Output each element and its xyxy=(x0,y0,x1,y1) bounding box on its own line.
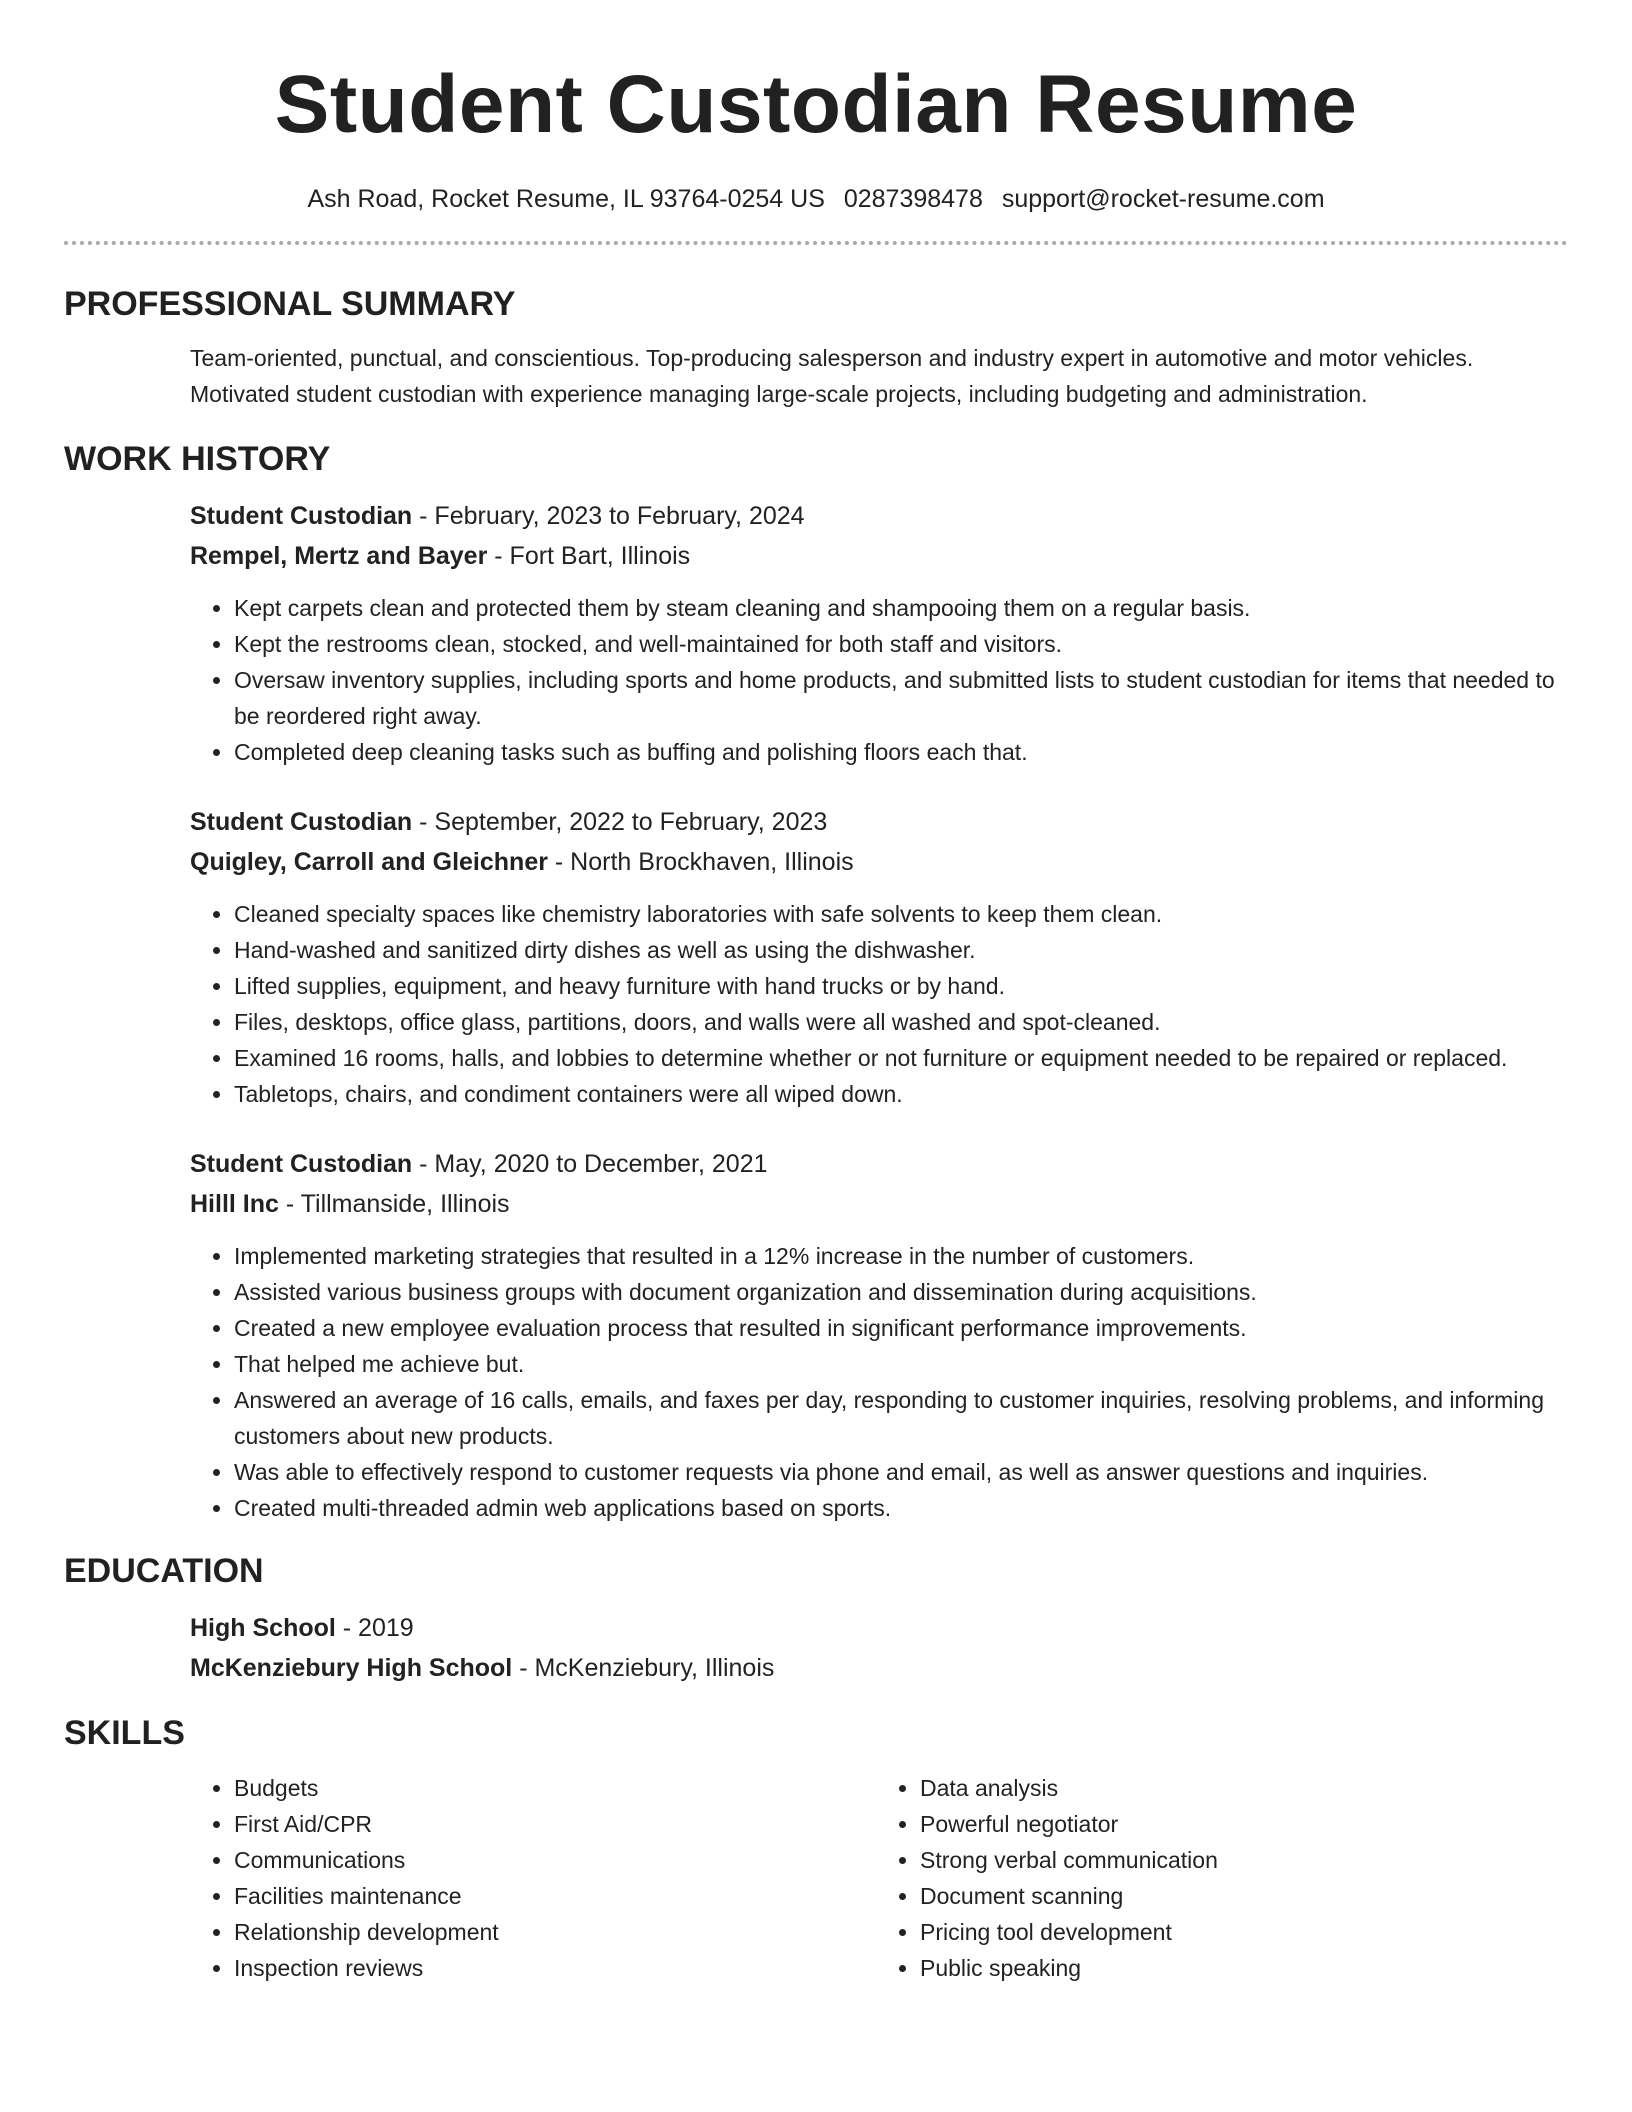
list-item: • Was able to effectively respond to customer requests via phone and email, as well as answer questions and inquiries. xyxy=(234,1454,1562,1490)
list-item: • Budgets xyxy=(234,1770,876,1806)
work-history-heading: WORK HISTORY xyxy=(64,440,331,478)
skills-column-right xyxy=(876,1770,1562,1986)
list-item: • That helped me achieve but. xyxy=(234,1346,1562,1382)
job-company: Hilll Inc xyxy=(190,1190,279,1218)
contact-phone: 0287398478 xyxy=(843,185,983,213)
list-item: • Files, desktops, office glass, partitions, doors, and walls were all washed and spot-cleaned. xyxy=(234,1004,1562,1040)
job-role: Student Custodian xyxy=(190,808,413,836)
education-heading: EDUCATION xyxy=(64,1552,264,1590)
list-item: • Kept carpets clean and protected them by steam cleaning and shampooing them on a regular basis. xyxy=(234,590,1562,626)
list-item: • Created multi-threaded admin web applications based on sports. xyxy=(234,1490,1562,1526)
degree: High School xyxy=(190,1614,336,1642)
job-role: Student Custodian xyxy=(190,502,413,530)
list-item: • Public speaking xyxy=(920,1950,1562,1986)
job-bullets xyxy=(190,896,1562,1112)
list-item: • First Aid/CPR xyxy=(234,1806,876,1842)
school-line xyxy=(190,1648,1562,1688)
list-item: • Communications xyxy=(234,1842,876,1878)
list-item: • Examined 16 rooms, halls, and lobbies to determine whether or not furniture or equipment needed to be repaired or replaced. xyxy=(234,1040,1562,1076)
list-item: • Facilities maintenance xyxy=(234,1878,876,1914)
summary-section xyxy=(190,340,1562,412)
job-title-line xyxy=(190,802,1562,842)
job-title-line xyxy=(190,496,1562,536)
list-item: • Assisted various business groups with document organization and dissemination during acquisitions. xyxy=(234,1274,1562,1310)
summary-text: Team-oriented, punctual, and conscientious. Top-producing salesperson and industry expert in automotive and motor vehicles. Motivated student custodian with experience managing large-scale projects, including budgeting and administration. xyxy=(190,345,1474,407)
job-bullets xyxy=(190,590,1562,770)
list-item: • Powerful negotiator xyxy=(920,1806,1562,1842)
job-company: Quigley, Carroll and Gleichner xyxy=(190,848,548,876)
job-location: - North Brockhaven, Illinois xyxy=(547,848,854,876)
job-role: Student Custodian xyxy=(190,1150,413,1178)
skills-list xyxy=(190,1770,1562,1986)
list-item: • Answered an average of 16 calls, emails, and faxes per day, responding to customer inquiries, resolving problems, and informing customers about new products. xyxy=(234,1382,1562,1454)
list-item: • Oversaw inventory supplies, including sports and home products, and submitted lists to student custodian for items that needed to be reordered right away. xyxy=(234,662,1562,734)
job-dates: - February, 2023 to February, 2024 xyxy=(412,502,805,530)
skills-heading: SKILLS xyxy=(64,1714,185,1752)
list-item: • Lifted supplies, equipment, and heavy furniture with hand trucks or by hand. xyxy=(234,968,1562,1004)
job-company-line xyxy=(190,536,1562,576)
job-dates: - May, 2020 to December, 2021 xyxy=(412,1150,768,1178)
list-item: • Implemented marketing strategies that resulted in a 12% increase in the number of customers. xyxy=(234,1238,1562,1274)
header-divider xyxy=(64,241,1568,245)
contact-line xyxy=(64,185,1568,214)
contact-address: Ash Road, Rocket Resume, IL 93764-0254 US xyxy=(307,185,825,213)
job-company-line xyxy=(190,1184,1562,1224)
list-item: • Inspection reviews xyxy=(234,1950,876,1986)
list-item: • Tabletops, chairs, and condiment containers were all wiped down. xyxy=(234,1076,1562,1112)
education-entry xyxy=(190,1608,1562,1688)
job-bullets xyxy=(190,1238,1562,1526)
summary-heading: PROFESSIONAL SUMMARY xyxy=(64,285,516,323)
job-entry xyxy=(190,802,1562,1112)
job-entry xyxy=(190,1144,1562,1526)
skills-column-left xyxy=(190,1770,876,1986)
job-title-line xyxy=(190,1144,1562,1184)
education-year: - 2019 xyxy=(335,1614,414,1642)
list-item: • Cleaned specialty spaces like chemistry laboratories with safe solvents to keep them clean. xyxy=(234,896,1562,932)
school-name: McKenziebury High School xyxy=(190,1654,513,1682)
job-location: - Tillmanside, Illinois xyxy=(278,1190,510,1218)
degree-line xyxy=(190,1608,1562,1648)
list-item: • Data analysis xyxy=(920,1770,1562,1806)
resume-title: Student Custodian Resume xyxy=(274,59,1358,150)
job-company-line xyxy=(190,842,1562,882)
list-item: • Completed deep cleaning tasks such as buffing and polishing floors each that. xyxy=(234,734,1562,770)
list-item: • Document scanning xyxy=(920,1878,1562,1914)
list-item: • Kept the restrooms clean, stocked, and well-maintained for both staff and visitors. xyxy=(234,626,1562,662)
list-item: • Pricing tool development xyxy=(920,1914,1562,1950)
list-item: • Relationship development xyxy=(234,1914,876,1950)
list-item: • Hand-washed and sanitized dirty dishes as well as using the dishwasher. xyxy=(234,932,1562,968)
school-location: - McKenziebury, Illinois xyxy=(512,1654,775,1682)
list-item: • Created a new employee evaluation process that resulted in significant performance improvements. xyxy=(234,1310,1562,1346)
job-dates: - September, 2022 to February, 2023 xyxy=(412,808,828,836)
job-company: Rempel, Mertz and Bayer xyxy=(190,542,488,570)
contact-email[interactable]: support@rocket-resume.com xyxy=(1001,185,1325,213)
job-entry xyxy=(190,496,1562,770)
list-item: • Strong verbal communication xyxy=(920,1842,1562,1878)
job-location: - Fort Bart, Illinois xyxy=(487,542,691,570)
